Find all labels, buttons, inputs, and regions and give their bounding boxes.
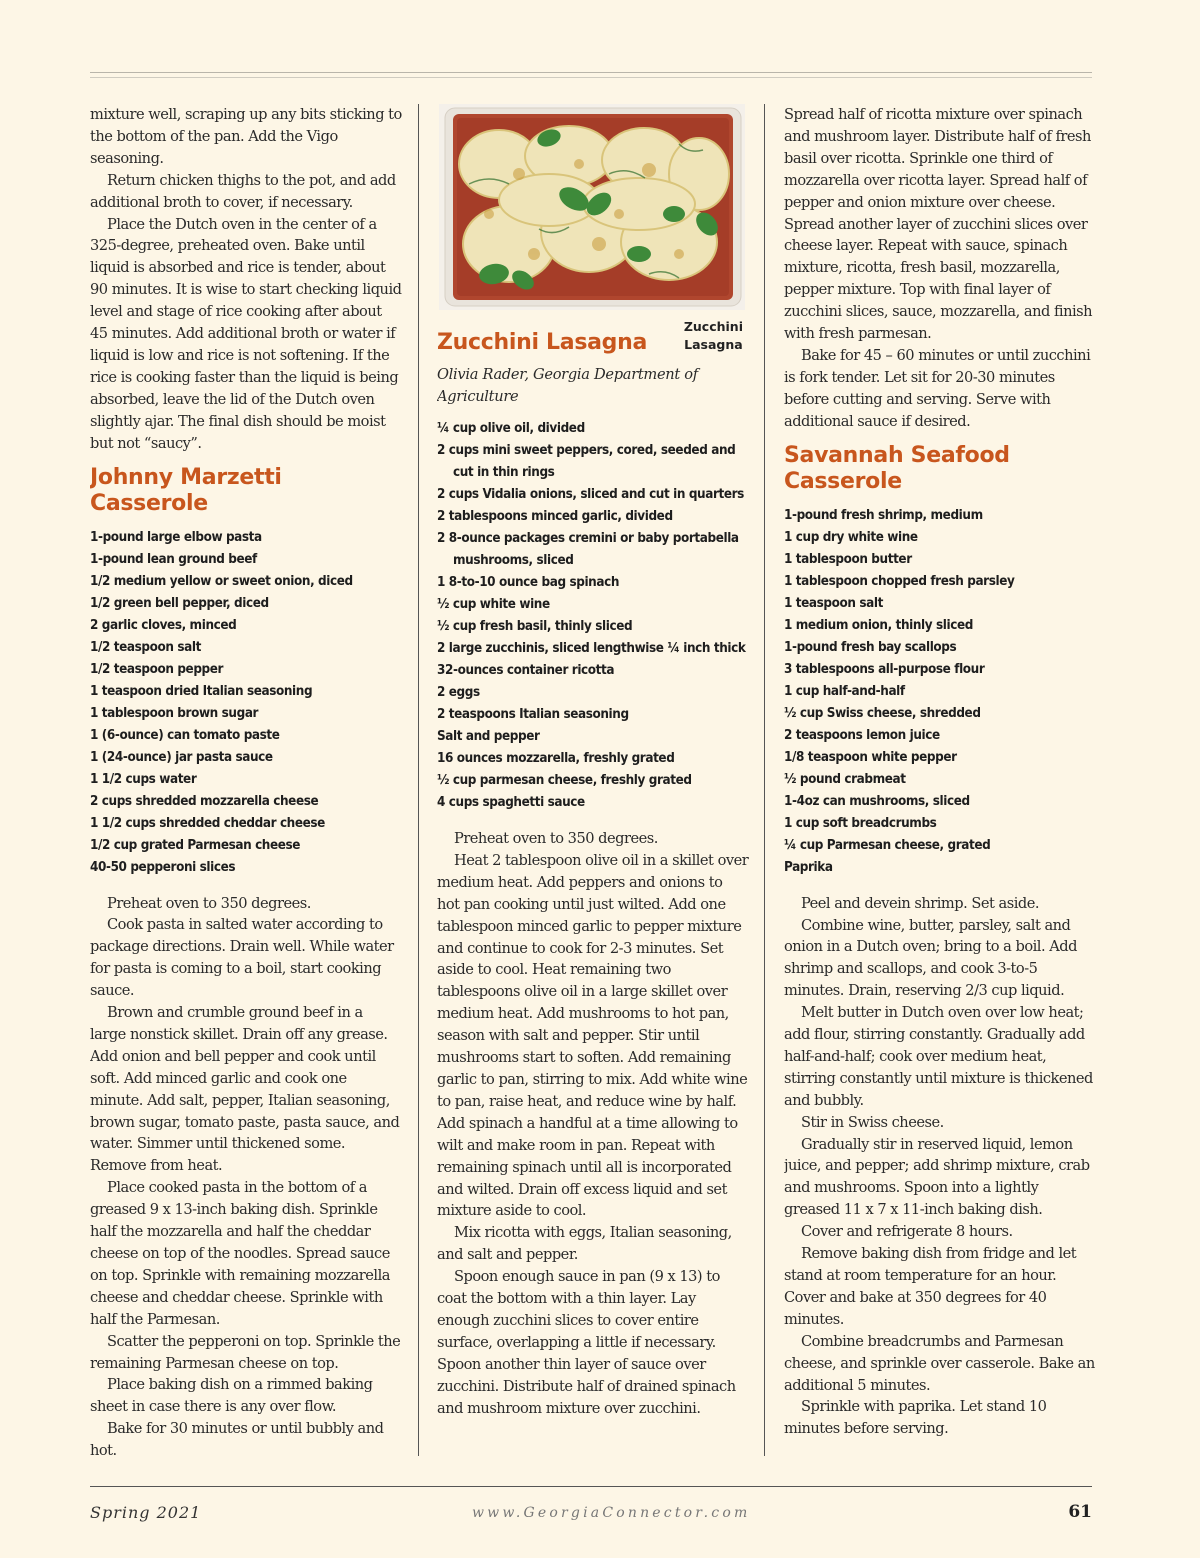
ingredient-item: 1 cup half-and-half [784, 683, 905, 699]
ingredient-item: ½ cup fresh basil, thinly sliced [437, 619, 633, 634]
ingredient-item: 4 cups spaghetti sauce [437, 795, 585, 810]
step-paragraph: Place baking dish on a rimmed baking sheet in case there is any over flow. [90, 1376, 373, 1416]
column-divider [418, 104, 419, 1456]
ingredient-item: Salt and pepper [437, 729, 540, 744]
step-paragraph: Preheat oven to 350 degrees. [454, 830, 658, 847]
footer-issue-date: Spring 2021 [90, 1503, 202, 1522]
photo-caption-line: Lasagna [684, 337, 743, 352]
ingredient-item: ½ cup white wine [437, 597, 550, 612]
recipe-title-savannah-seafood: Savannah Seafood Casserole [784, 442, 1010, 494]
ingredient-item: 1/2 teaspoon salt [90, 639, 201, 655]
ingredient-item: 1 teaspoon dried Italian seasoning [90, 683, 313, 699]
ingredient-item: Paprika [784, 859, 833, 875]
ingredient-item: 2 teaspoons Italian seasoning [437, 707, 629, 722]
step-paragraph: Gradually stir in reserved liquid, lemon juice, and pepper; add shrimp mixture, crab and mushrooms. Spoon into a lightly greased 11 x 7 x 11-inch baking dish. [784, 1135, 1090, 1219]
ingredient-item: 1-4oz can mushrooms, sliced [784, 793, 970, 809]
step-paragraph: Sprinkle with paprika. Let stand 10 minutes before serving. [784, 1398, 1047, 1438]
paragraph: Place the Dutch oven in the center of a 325-degree, preheated oven. Bake until liquid is absorbed and rice is tender, about 90 minutes. It is wise to start checking liquid level and stage of rice cooking after about 45 minutes. Add additional broth or water if liquid is low and rice is not softening. If the rice is cooking faster than the liquid is being absorbed, leave the lid of the Dutch oven slightly ajar. The final dish should be moist but not “saucy”. [90, 215, 402, 452]
ingredient-item: 1/2 cup grated Parmesan cheese [90, 837, 301, 853]
step-paragraph: Combine wine, butter, parsley, salt and onion in a Dutch oven; bring to a boil. Add shrimp and scallops, and cook 3-to-5 minutes. Drain, reserving 2/3 cup liquid. [784, 916, 1077, 1000]
ingredient-item: ½ pound crabmeat [784, 771, 906, 787]
ingredient-item: 3 tablespoons all-purpose flour [784, 661, 985, 677]
ingredient-item: 1/2 teaspoon pepper [90, 661, 224, 677]
ingredient-item: 1 1/2 cups shredded cheddar cheese [90, 815, 325, 831]
step-paragraph: Brown and crumble ground beef in a large nonstick skillet. Drain off any grease. Add onion and bell pepper and cook until soft. Add minced garlic and cook one minute. Add salt, pepper, Italian seasoning, brown sugar, tomato paste, pasta sauce, and water. Simmer until thickened some. Remove from heat. [90, 1004, 400, 1175]
photo-caption [684, 318, 743, 354]
ingredient-item: 1 (6-ounce) can tomato paste [90, 727, 280, 743]
ingredient-item: 1 tablespoon brown sugar [90, 705, 259, 721]
step-paragraph: Mix ricotta with eggs, Italian seasoning, and salt and pepper. [437, 1224, 732, 1264]
ingredient-item: 1 medium onion, thinly sliced [784, 617, 973, 633]
lasagna-image-icon [439, 104, 745, 310]
ingredient-item: 1 tablespoon chopped fresh parsley [784, 573, 1015, 589]
paragraph: mixture well, scraping up any bits sticking to the bottom of the pan. Add the Vigo seasoning. [90, 106, 402, 167]
ingredient-item: ½ cup Swiss cheese, shredded [784, 705, 981, 721]
ingredient-item: 1 1/2 cups water [90, 771, 197, 787]
ingredient-list [437, 418, 749, 814]
ingredient-item: 1 cup soft breadcrumbs [784, 815, 937, 831]
step-paragraph: Bake for 30 minutes or until bubbly and hot. [90, 1420, 384, 1460]
column-middle [437, 104, 749, 1464]
ingredient-item: 2 8-ounce packages cremini or baby portabella mushrooms, sliced [437, 531, 739, 568]
ingredient-item: 1/8 teaspoon white pepper [784, 749, 957, 765]
header-rule [90, 72, 1092, 73]
page-number: 61 [1068, 1502, 1092, 1522]
column-right [784, 104, 1096, 1444]
step-paragraph: Spoon enough sauce in pan (9 x 13) to coat the bottom with a thin layer. Lay enough zucchini slices to cover entire surface, overlapping a little if necessary. Spoon another thin layer of sauce over zucchini. Distribute half of drained spinach and mushroom mixture over zucchini. [437, 1268, 736, 1417]
step-paragraph: Place cooked pasta in the bottom of a greased 9 x 13-inch baking dish. Sprinkle half the mozzarella and half the cheddar cheese on top of the noodles. Spread sauce on top. Sprinkle with remaining mozzarella cheese and cheddar cheese. Sprinkle with half the Parmesan. [90, 1179, 390, 1328]
step-paragraph: Peel and devein shrimp. Set aside. [801, 894, 1039, 912]
recipe-title-johnny-marzetti: Johnny Marzetti Casserole [90, 464, 282, 516]
step-paragraph: Combine breadcrumbs and Parmesan cheese, and sprinkle over casserole. Bake an additional 5 minutes. [784, 1332, 1095, 1394]
ingredient-item: 1 (24-ounce) jar pasta sauce [90, 749, 273, 765]
ingredient-item: 2 teaspoons lemon juice [784, 727, 940, 743]
step-paragraph: Scatter the pepperoni on top. Sprinkle the remaining Parmesan cheese on top. [90, 1332, 401, 1372]
recipe-title-zucchini-lasagna: Zucchini Lasagna [437, 330, 648, 355]
ingredient-item: ¼ cup Parmesan cheese, grated [784, 837, 991, 853]
ingredient-item: 1-pound fresh shrimp, medium [784, 507, 983, 523]
ingredient-item: 1 tablespoon butter [784, 551, 912, 567]
footer-rule [90, 1486, 1092, 1487]
step-paragraph: Preheat oven to 350 degrees. [107, 894, 311, 912]
ingredient-item: 16 ounces mozzarella, freshly grated [437, 751, 675, 766]
ingredient-item: 1-pound fresh bay scallops [784, 639, 957, 655]
ingredient-item: 1-pound large elbow pasta [90, 529, 262, 545]
ingredient-item: 1 teaspoon salt [784, 595, 883, 611]
ingredient-item: 2 eggs [437, 685, 480, 700]
paragraph: Spread half of ricotta mixture over spinach and mushroom layer. Distribute half of fresh basil over ricotta. Sprinkle one third of mozzarella over ricotta layer. Spread half of pepper and onion mixture over cheese. Spread another layer of zucchini slices over cheese layer. Repeat with sauce, spinach mixture, ricotta, fresh basil, mozzarella, pepper mixture. Top with final layer of zucchini slices, sauce, mozzarella, and finish with fresh parmesan. [784, 106, 1093, 343]
ingredient-item: 2 cups mini sweet peppers, cored, seeded and cut in thin rings [437, 443, 736, 480]
ingredient-item: 2 cups shredded mozzarella cheese [90, 793, 319, 809]
column-divider [764, 104, 765, 1456]
step-paragraph: Heat 2 tablespoon olive oil in a skillet over medium heat. Add peppers and onions to hot pan cooking until just wilted. Add one tablespoon minced garlic to pepper mixture and continue to cook for 2-3 minutes. Set aside to cool. Heat remaining two tablespoons olive oil in a large skillet over medium heat. Add mushrooms to hot pan, season with salt and pepper. Stir until mushrooms start to soften. Add remaining garlic to pan, stirring to mix. Add white wine to pan, raise heat, and reduce wine by half. Add spinach a handful at a time allowing to wilt and make room in pan. Repeat with remaining spinach until all is incorporated and wilted. Drain off excess liquid and set mixture aside to cool. [437, 851, 749, 1220]
step-paragraph: Cover and refrigerate 8 hours. [801, 1223, 1013, 1241]
ingredient-item: 2 large zucchinis, sliced lengthwise ¼ inch thick [437, 641, 746, 656]
header-rule-secondary [90, 77, 1092, 78]
ingredient-item: 1-pound lean ground beef [90, 551, 257, 567]
zucchini-lasagna-photo [439, 104, 745, 310]
ingredient-item: 2 tablespoons minced garlic, divided [437, 509, 673, 524]
ingredient-item: ¼ cup olive oil, divided [437, 421, 585, 436]
photo-caption-line: Zucchini [683, 319, 743, 334]
ingredient-item: 1/2 medium yellow or sweet onion, diced [90, 573, 353, 589]
step-paragraph: Remove baking dish from fridge and let stand at room temperature for an hour. Cover and bake at 350 degrees for 40 minutes. [784, 1245, 1077, 1328]
step-paragraph: Cook pasta in salted water according to package directions. Drain well. While water for pasta is coming to a boil, start cooking sauce. [90, 916, 394, 1000]
ingredient-list [784, 505, 1096, 879]
paragraph: Bake for 45 – 60 minutes or until zucchini is fork tender. Let sit for 20-30 minutes before cutting and serving. Serve with additional sauce if desired. [784, 346, 1091, 430]
footer-website: www.GeorgiaConnector.com [472, 1505, 751, 1521]
column-left [90, 104, 402, 1464]
recipe-byline: Olivia Rader, Georgia Department of Agriculture [437, 366, 698, 405]
ingredient-item: 1 8-to-10 ounce bag spinach [437, 575, 620, 590]
ingredient-item: 1/2 green bell pepper, diced [90, 595, 269, 611]
step-paragraph: Melt butter in Dutch oven over low heat; add flour, stirring constantly. Gradually add half-and-half; cook over medium heat, stirring constantly until mixture is thickened and bubbly. [784, 1004, 1093, 1109]
ingredient-item: 32-ounces container ricotta [437, 663, 615, 678]
ingredient-item: 2 cups Vidalia onions, sliced and cut in quarters [437, 487, 744, 502]
step-paragraph: Stir in Swiss cheese. [801, 1113, 944, 1131]
ingredient-item: 40-50 pepperoni slices [90, 859, 236, 875]
ingredient-item: 2 garlic cloves, minced [90, 617, 237, 633]
ingredient-list [90, 527, 402, 879]
ingredient-item: 1 cup dry white wine [784, 529, 918, 545]
paragraph: Return chicken thighs to the pot, and add additional broth to cover, if necessary. [90, 171, 396, 211]
ingredient-item: ½ cup parmesan cheese, freshly grated [437, 773, 692, 788]
